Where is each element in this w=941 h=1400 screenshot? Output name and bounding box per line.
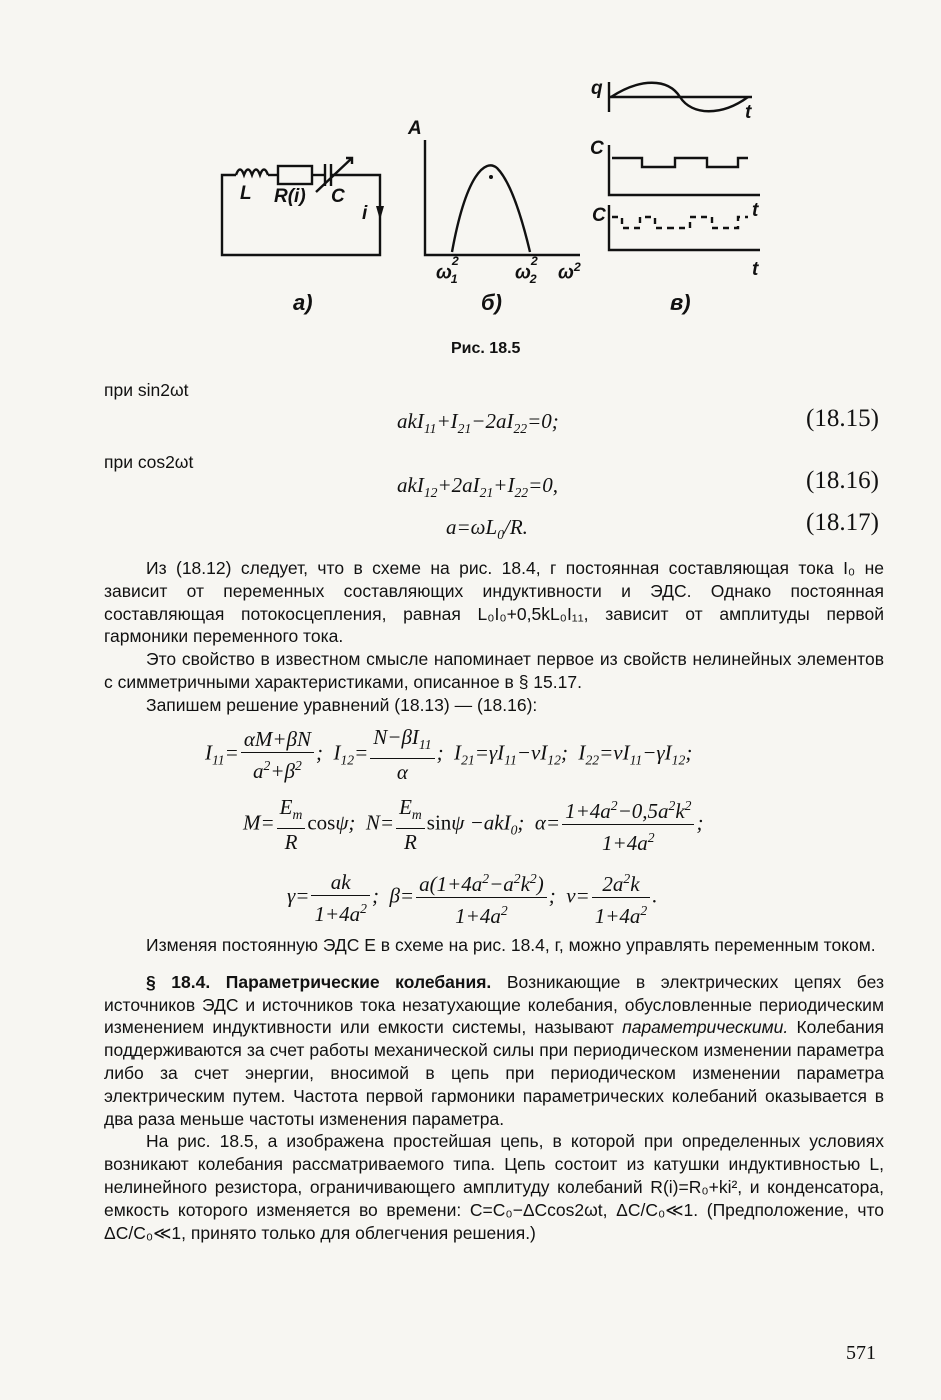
c-axis-top — [609, 145, 760, 195]
figure-18-5 — [0, 0, 941, 330]
time-diagrams — [609, 82, 760, 250]
label-t3: t — [752, 259, 759, 280]
label-omega1: $\omega^2_1$ — [436, 254, 459, 287]
paragraph-5: § 18.4. Параметрические колебания. Возникающие в электрических цепях без источников ЭДС и источников тока незатухающие колебания, обусловленные периодическим изменением индуктивности или емкости системы, называют параметрическими. Колебания поддерживаются за счет работы механической силы при периодическом изменении параметра либо за счет энергии, вносимой в цепь при периодическом изменении параметра электрическим путем. Частота первой гармоники параметрических колебаний оказывается в два раза меньше частоты изменения параметра. — [104, 971, 884, 1129]
caption-a: а) — [293, 290, 313, 315]
solution-row-1: $I_{11}=$ $\frac{\alpha M+\beta N}{a^2+\beta^2}$ ; $I_{12}=$ $\frac{N-\beta I_{11}}{\alpha}$ ; $I_{21}=\gamma I_{11}-\nu I_{12}$; $I_{22}=\nu I_{11}-\gamma I_{12}$; — [205, 725, 693, 785]
solution-row-2: M= $\frac{E_m}{R}$ cosψ; N= $\frac{E_m}{R}$ sinψ −akI$_0$; α= $\frac{1+4a^2-0,5a^2k^2}{1+4a^2}$ ; — [243, 794, 704, 855]
label-R: R(i) — [274, 186, 306, 207]
equation-number-18-15: (18.15) — [806, 405, 879, 432]
resistor — [278, 166, 312, 184]
label-omega2: $\omega^2_2$ — [515, 254, 538, 287]
paragraph-4: Изменяя постоянную ЭДС E в схеме на рис. 18.4, г, можно управлять переменным током. — [146, 935, 876, 955]
label-L: L — [240, 183, 252, 204]
emphasis-term: параметрическими. — [622, 1017, 789, 1038]
label-C-top: C — [590, 138, 604, 159]
resonance-plot — [425, 140, 580, 255]
equation-number-18-16: (18.16) — [806, 467, 879, 494]
caption-b: б) — [481, 290, 502, 315]
label-C-bottom: C — [592, 205, 606, 226]
current-arrow — [376, 206, 384, 220]
inductor-coil — [236, 170, 268, 176]
label-q: q — [591, 78, 603, 99]
text-block-2 — [104, 934, 884, 1244]
equation-18-16: $akI_{12}+2aI_{21}+I_{22}=0$, — [397, 473, 559, 501]
caption-c: в) — [670, 290, 691, 315]
label-i: i — [362, 203, 368, 224]
text-block-1 — [104, 557, 884, 717]
equation-number-18-17: (18.17) — [806, 509, 879, 536]
page-number: 571 — [846, 1342, 876, 1364]
label-C: C — [331, 186, 345, 207]
equation-18-15: $akI_{11}+I_{21}-2aI_{22}=0$; — [397, 409, 559, 437]
paragraph-2: Это свойство в известном смысле напоминает первое из свойств нелинейных элементов с симметричными характеристиками, описанное в § 15.17. — [104, 649, 884, 692]
c-wave-bottom — [612, 217, 668, 228]
label-t1: t — [745, 102, 752, 123]
paragraph-1: Из (18.12) следует, что в схеме на рис. 18.4, г постоянная составляющая тока I₀ не зависит от переменных составляющих индуктивности и ЭДС. Однако постоянная составляющая потокосцепления, равная L₀I₀+0,5kL₀I₁₁, зависит от амплитуды первой гармоники переменного тока. — [104, 558, 884, 647]
paragraph-6: На рис. 18.5, а изображена простейшая цепь, в которой при определенных условиях возникают колебания рассматриваемого типа. Цепь состоит из катушки индуктивностью L, нелинейного резистора, ограничивающего амплитуду колебаний R(i)=R₀+ki², и конденсатора, емкость которого изменяется во времени: C=C₀−ΔCcos2ωt, ΔC/C₀≪1. (Предположение, что ΔC/C₀≪1, принято только для облегчения решения.) — [104, 1131, 884, 1243]
label-t2: t — [752, 200, 759, 221]
label-sin: при sin2ωt — [104, 380, 189, 400]
label-cos: при cos2ωt — [104, 452, 194, 472]
c-wave-top — [612, 158, 748, 167]
paragraph-3: Запишем решение уравнений (18.13) — (18.16): — [146, 694, 538, 715]
equation-18-17: $a=\omega L_0/R$. — [446, 515, 528, 543]
section-heading: § 18.4. Параметрические колебания. — [146, 971, 492, 992]
label-A: A — [408, 118, 422, 139]
solution-row-3: γ= $\frac{ak}{1+4a^2}$ ; β= $\frac{a(1+4a^2-a^2k^2)}{1+4a^2}$ ; ν= $\frac{2a^2k}{1+4a^2}$ . — [287, 866, 657, 929]
label-omega: $\omega^2$ — [558, 260, 581, 284]
figure-title: Рис. 18.5 — [451, 340, 521, 357]
